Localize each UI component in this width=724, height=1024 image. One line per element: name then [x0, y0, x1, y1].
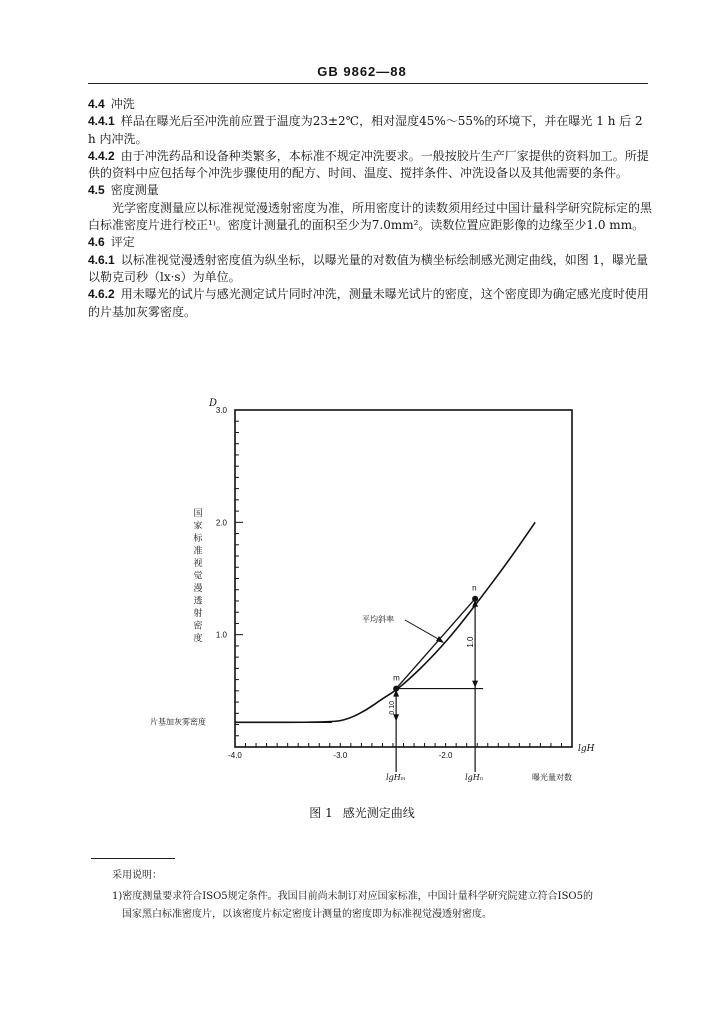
section-number: 4.6 [88, 235, 105, 250]
delta-large-arrow-down [472, 681, 478, 688]
section-title: 密度测量 [110, 183, 159, 198]
average-slope-label: 平均斜率 [362, 615, 394, 624]
x-axis-label: lgH [578, 744, 595, 754]
footnote-text [112, 888, 652, 924]
paragraph-text: 以标准视觉漫透射密度值为纵坐标，以曝光量的对数值为横坐标绘制感光测定曲线，如图 1，曝光量以勒克司秒（lx·s）为单位。 [88, 252, 649, 284]
paragraph-text: 用未曝光的试片与感光测定试片同时冲洗，测量未曝光试片的密度，这个密度即为确定感光度时使用的片基加灰雾密度。 [88, 287, 649, 319]
average-slope-line [396, 599, 475, 689]
y-axis-title-char: 漫 [193, 583, 203, 593]
y-axis-title-char: 密 [193, 620, 203, 631]
lgHn-label: lgHₙ [465, 773, 484, 782]
x-tick-label: -2.0 [438, 751, 453, 760]
lgHm-label: lgHₘ [386, 773, 406, 782]
section-number: 4.6.2 [88, 287, 115, 302]
figure-title: 感光测定曲线 [342, 806, 415, 820]
y-axis-title-char: 家 [193, 520, 203, 531]
x-tick-label: -4.0 [228, 751, 242, 760]
y-axis-title-char: 觉 [193, 570, 203, 581]
y-axis-title-char: 视 [193, 558, 203, 568]
section-title: 评定 [110, 235, 135, 250]
y-axis-title-char: 度 [193, 633, 203, 643]
y-axis-title-char: 国 [193, 508, 203, 518]
section-number: 4.6.1 [88, 252, 115, 267]
section-number: 4.5 [88, 183, 105, 198]
point-m-label: m [393, 673, 400, 683]
section-number: 4.4 [88, 97, 105, 111]
point-n-label: n [472, 583, 477, 593]
section-title: 冲洗 [110, 97, 135, 111]
section-number: 4.4.2 [88, 148, 115, 163]
y-axis-letter: D [209, 398, 218, 409]
standard-header: GB 9862—88 [317, 64, 407, 79]
y-axis-title-char: 射 [193, 608, 203, 618]
section-4-5-text: 光学密度测量应以标准视觉漫透射密度为准，所用密度计的读数须用经过中国计量科学研究院标定的黑白标准密度片进行校正¹⁾。密度计测量孔的面积至少为7.0mm²。读数位置应距影像的边缘至少1.0 mm。 [88, 200, 653, 233]
figure-number: 图 1 [309, 806, 333, 820]
paragraph-text: 样品在曝光后至冲洗前应置于温度为23±2℃，相对湿度45%～55%的环境下，并在曝光 1 h 后 2 h 内冲洗。 [88, 114, 643, 146]
delta-small-label: 0.10 [389, 700, 397, 715]
figure-caption [0, 804, 724, 821]
footnote-title: 采用说明： [112, 870, 162, 881]
x-axis-caption: 曝光量对数 [532, 773, 572, 782]
average-slope-pointer [405, 620, 440, 640]
x-tick-label: -3.0 [333, 751, 348, 760]
y-axis-title-char: 准 [193, 545, 203, 556]
y-tick-label: 2.0 [215, 518, 227, 528]
y-tick-label: 3.0 [215, 406, 227, 415]
base-fog-label: 片基加灰雾密度 [150, 717, 206, 727]
footnote-rule [91, 858, 175, 859]
footnote-line: 国家黑白标准密度片，以该密度片标定密度计测量的密度即为标准视觉漫透射密度。 [122, 909, 492, 920]
section-number: 4.4.1 [88, 114, 115, 129]
delta-large-label: 1.0 [466, 636, 476, 648]
y-axis-title-char: 透 [193, 595, 203, 606]
plot-frame [235, 410, 572, 747]
y-tick-label: 1.0 [215, 630, 227, 640]
footnote-line: 1)密度测量要求符合ISO5规定条件。我国目前尚未制订对应国家标准，中国计量科学研究院建立符合ISO5的 [112, 891, 593, 902]
paragraph-text: 由于冲洗药品和设备种类繁多，本标准不规定冲洗要求。一般按胶片生产厂家提供的资料加工。所提供的资料中应包括每个冲洗步骤使用的配方、时间、温度、搅拌条件、冲洗设备以及其他需要的条件。 [88, 148, 649, 181]
y-axis-title-char: 标 [193, 533, 203, 543]
